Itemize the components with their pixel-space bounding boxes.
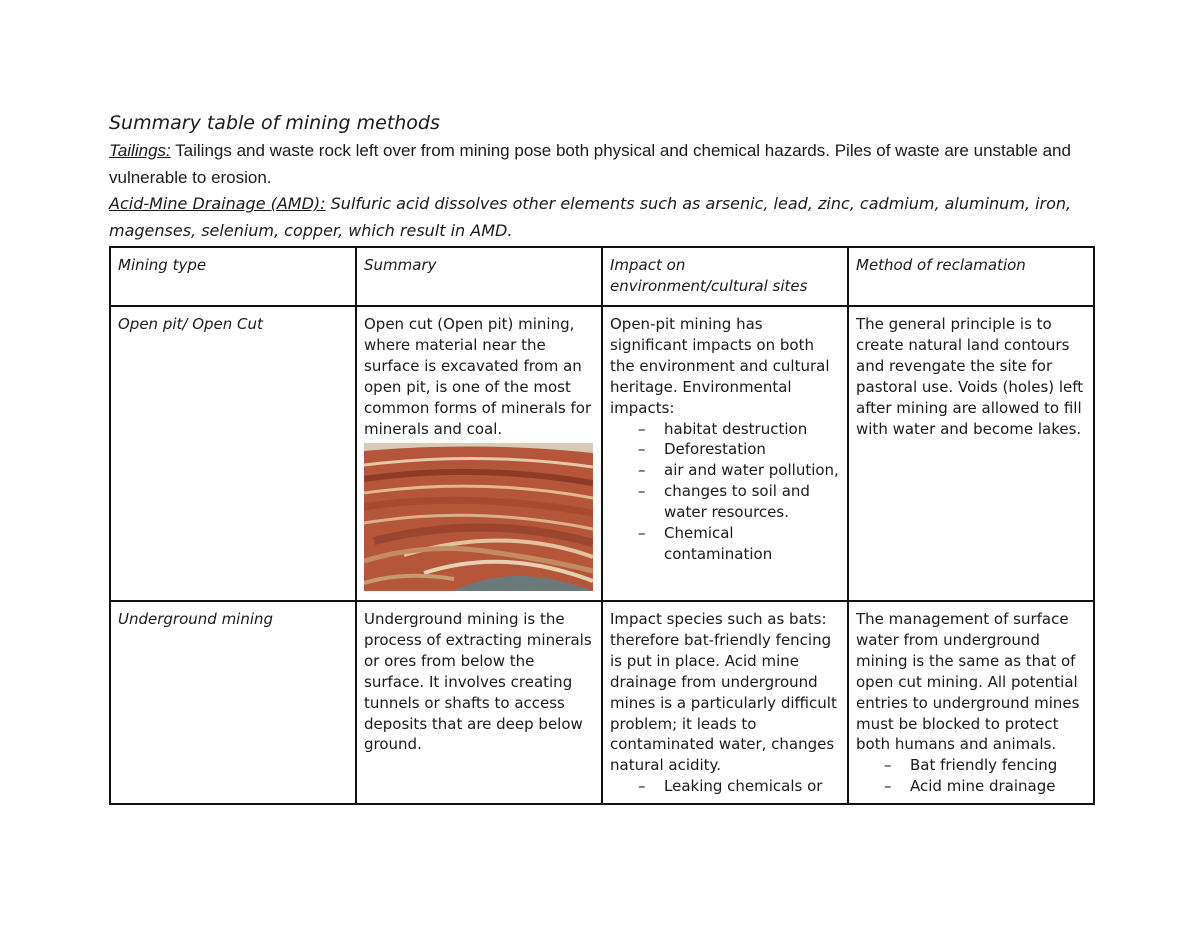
table-row: [110, 306, 1094, 601]
underground-reclamation-text: The management of surface water from underground mining is the same as that of open cut mining. All potential entries to underground mines must be blocked to protect both humans and animals.: [856, 610, 1080, 754]
list-item: – Acid mine drainage: [884, 776, 1087, 797]
list-item: – changes to soil and water resources.: [638, 481, 841, 523]
document-page: [109, 108, 1094, 805]
amd-label: Acid-Mine Drainage (AMD):: [109, 194, 326, 213]
table-row: [110, 601, 1094, 804]
row-open-pit-reclamation: The general principle is to create natural land contours and revengate the site for pastoral use. Voids (holes) left after mining are allowed to fill with water and become lakes.: [848, 306, 1094, 601]
open-pit-impact-list: [610, 419, 841, 565]
mining-methods-table: [109, 246, 1095, 805]
open-pit-mine-photo: [364, 443, 593, 591]
open-pit-impact-intro: Open-pit mining has significant impacts on both the environment and cultural heritage. Environmental impacts:: [610, 315, 830, 417]
amd-text: Sulfuric acid dissolves other elements such as arsenic, lead, zinc, cadmium, aluminum, iron, magenses, selenium, copper, which result in AMD.: [109, 194, 1072, 240]
row-underground-type: Underground mining: [110, 601, 356, 804]
row-open-pit-type: Open pit/ Open Cut: [110, 306, 356, 601]
open-pit-summary-text: Open cut (Open pit) mining, where material near the surface is excavated from an open pit, is one of the most common forms of minerals for minerals and coal.: [364, 315, 592, 438]
row-open-pit-impact: [602, 306, 848, 601]
row-open-pit-summary: [356, 306, 602, 601]
row-underground-impact: [602, 601, 848, 804]
list-item: – Bat friendly fencing: [884, 755, 1087, 776]
table-header-row: [110, 247, 1094, 306]
underground-impact-list: [610, 776, 841, 797]
page-title: Summary table of mining methods: [109, 112, 440, 134]
amd-paragraph: [109, 191, 1094, 244]
row-underground-summary: Underground mining is the process of extracting minerals or ores from below the surface. It involves creating tunnels or shafts to access deposits that are deep below ground.: [356, 601, 602, 804]
tailings-paragraph: [109, 138, 1094, 191]
header-impact: Impact on environment/cultural sites: [602, 247, 848, 306]
header-mining-type: Mining type: [110, 247, 356, 306]
list-item: – Chemical contamination: [638, 523, 841, 565]
list-item: – habitat destruction: [638, 419, 841, 440]
header-summary: Summary: [356, 247, 602, 306]
underground-impact-intro: Impact species such as bats: therefore bat-friendly fencing is put in place. Acid mine drainage from underground mines is a particularly difficult problem; it leads to contaminated water, changes natural acidity.: [610, 610, 837, 775]
list-item: – Leaking chemicals or: [638, 776, 841, 797]
header-reclamation: Method of reclamation: [848, 247, 1094, 306]
underground-reclamation-list: [856, 755, 1087, 797]
tailings-label: Tailings:: [109, 141, 171, 160]
list-item: – Deforestation: [638, 439, 841, 460]
row-underground-reclamation: [848, 601, 1094, 804]
tailings-text: Tailings and waste rock left over from mining pose both physical and chemical hazards. Piles of waste are unstable and vulnerable to erosion.: [109, 141, 1071, 187]
list-item: – air and water pollution,: [638, 460, 841, 481]
